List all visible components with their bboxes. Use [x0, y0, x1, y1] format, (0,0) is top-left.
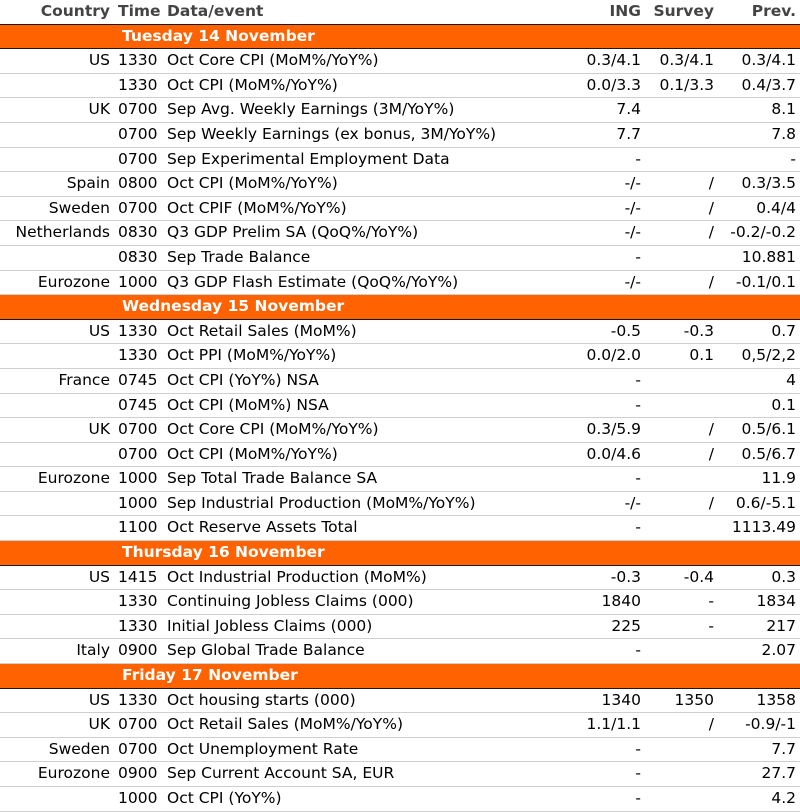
row-prev: 7.8	[718, 122, 800, 147]
row-country: Netherlands	[0, 221, 116, 246]
row-survey	[645, 467, 718, 492]
row-ing: 0.0/4.6	[557, 442, 645, 467]
table-row	[0, 516, 800, 541]
row-survey	[645, 245, 718, 270]
table-row	[0, 344, 800, 369]
row-event: Oct Reserve Assets Total	[165, 516, 557, 541]
table-row	[0, 147, 800, 172]
row-survey	[645, 737, 718, 762]
row-survey	[645, 639, 718, 664]
table-row	[0, 590, 800, 615]
row-country: UK	[0, 713, 116, 738]
row-event: Sep Trade Balance	[165, 245, 557, 270]
row-survey	[645, 147, 718, 172]
row-time: 1100	[116, 516, 165, 541]
row-prev: 1358	[718, 688, 800, 713]
row-time: 0745	[116, 393, 165, 418]
row-country	[0, 245, 116, 270]
row-prev: 8.1	[718, 98, 800, 123]
row-prev: 0.4/3.7	[718, 73, 800, 98]
row-event: Oct CPI (MoM%) NSA	[165, 393, 557, 418]
row-prev: 217	[718, 614, 800, 639]
row-country	[0, 590, 116, 615]
row-prev: 0,5/2,2	[718, 344, 800, 369]
row-prev: 0.4/4	[718, 196, 800, 221]
row-event: Sep Global Trade Balance	[165, 639, 557, 664]
row-time: 0700	[116, 418, 165, 443]
day-header-row	[0, 664, 800, 689]
row-event: Oct CPI (YoY%) NSA	[165, 368, 557, 393]
row-survey: 0.1	[645, 344, 718, 369]
day-header-spacer	[0, 664, 116, 689]
table-row	[0, 442, 800, 467]
row-survey	[645, 368, 718, 393]
row-time: 1330	[116, 614, 165, 639]
row-country: Eurozone	[0, 270, 116, 295]
row-time: 0830	[116, 245, 165, 270]
row-survey: -	[645, 590, 718, 615]
row-country: US	[0, 688, 116, 713]
row-time: 0745	[116, 368, 165, 393]
row-event: Oct Unemployment Rate	[165, 737, 557, 762]
row-event: Oct housing starts (000)	[165, 688, 557, 713]
row-event: Continuing Jobless Claims (000)	[165, 590, 557, 615]
row-country	[0, 122, 116, 147]
calendar-body	[0, 24, 800, 811]
row-survey	[645, 122, 718, 147]
table-row	[0, 245, 800, 270]
row-country	[0, 344, 116, 369]
row-prev: 0.5/6.7	[718, 442, 800, 467]
row-prev: 0.3/3.5	[718, 172, 800, 197]
row-ing: 0.0/3.3	[557, 73, 645, 98]
row-time: 0900	[116, 762, 165, 787]
row-survey: -	[645, 614, 718, 639]
row-prev: 10.881	[718, 245, 800, 270]
row-survey: /	[645, 172, 718, 197]
row-event: Q3 GDP Prelim SA (QoQ%/YoY%)	[165, 221, 557, 246]
row-ing: -/-	[557, 221, 645, 246]
header-ing: ING	[609, 2, 641, 20]
row-ing: -/-	[557, 491, 645, 516]
table-row	[0, 270, 800, 295]
table-row	[0, 787, 800, 812]
row-country	[0, 442, 116, 467]
row-time: 1330	[116, 319, 165, 344]
table-row	[0, 713, 800, 738]
row-ing: -	[557, 737, 645, 762]
row-ing: 1840	[557, 590, 645, 615]
table-row	[0, 762, 800, 787]
row-event: Initial Jobless Claims (000)	[165, 614, 557, 639]
row-time: 1330	[116, 688, 165, 713]
row-survey: /	[645, 713, 718, 738]
table-row	[0, 98, 800, 123]
header-row	[0, 0, 800, 24]
row-survey	[645, 762, 718, 787]
row-time: 1330	[116, 73, 165, 98]
table-row	[0, 491, 800, 516]
day-header-label: Friday 17 November	[116, 664, 800, 689]
row-event: Oct CPI (YoY%)	[165, 787, 557, 812]
row-survey: 1350	[645, 688, 718, 713]
row-time: 0700	[116, 98, 165, 123]
row-country: France	[0, 368, 116, 393]
day-header-label: Wednesday 15 November	[116, 295, 800, 320]
table-row	[0, 122, 800, 147]
row-survey: /	[645, 270, 718, 295]
table-row	[0, 467, 800, 492]
row-prev: 1834	[718, 590, 800, 615]
row-survey: 0.1/3.3	[645, 73, 718, 98]
row-event: Sep Industrial Production (MoM%/YoY%)	[165, 491, 557, 516]
row-country	[0, 516, 116, 541]
row-ing: -/-	[557, 196, 645, 221]
table-row	[0, 319, 800, 344]
table-row	[0, 73, 800, 98]
row-event: Sep Total Trade Balance SA	[165, 467, 557, 492]
row-survey	[645, 98, 718, 123]
day-header-label: Tuesday 14 November	[116, 24, 800, 49]
row-event: Oct CPI (MoM%/YoY%)	[165, 442, 557, 467]
row-prev: 0.3	[718, 565, 800, 590]
header-event: Data/event	[167, 2, 264, 20]
row-time: 0700	[116, 196, 165, 221]
row-ing: -	[557, 516, 645, 541]
row-ing: 7.4	[557, 98, 645, 123]
row-event: Oct Core CPI (MoM%/YoY%)	[165, 49, 557, 74]
row-ing: 1.1/1.1	[557, 713, 645, 738]
row-ing: 0.3/4.1	[557, 49, 645, 74]
row-prev: 0.6/-5.1	[718, 491, 800, 516]
day-header-spacer	[0, 541, 116, 566]
table-row	[0, 418, 800, 443]
row-event: Oct PPI (MoM%/YoY%)	[165, 344, 557, 369]
day-header-label: Thursday 16 November	[116, 541, 800, 566]
table-row	[0, 614, 800, 639]
row-prev: 1113.49	[718, 516, 800, 541]
row-ing: -/-	[557, 270, 645, 295]
row-survey: /	[645, 196, 718, 221]
row-ing: -	[557, 245, 645, 270]
table-row	[0, 368, 800, 393]
row-time: 0700	[116, 442, 165, 467]
row-ing: -	[557, 762, 645, 787]
row-prev: -0.9/-1	[718, 713, 800, 738]
row-prev: 11.9	[718, 467, 800, 492]
row-survey: /	[645, 221, 718, 246]
row-event: Oct Retail Sales (MoM%)	[165, 319, 557, 344]
header-country: Country	[40, 2, 110, 20]
row-event: Oct CPI (MoM%/YoY%)	[165, 172, 557, 197]
day-header-row	[0, 541, 800, 566]
row-ing: 7.7	[557, 122, 645, 147]
row-ing: -	[557, 467, 645, 492]
row-time: 0700	[116, 713, 165, 738]
row-event: Oct Core CPI (MoM%/YoY%)	[165, 418, 557, 443]
row-time: 1000	[116, 467, 165, 492]
row-country	[0, 491, 116, 516]
row-ing: 0.3/5.9	[557, 418, 645, 443]
table-row	[0, 49, 800, 74]
table-row	[0, 221, 800, 246]
row-event: Sep Experimental Employment Data	[165, 147, 557, 172]
table-row	[0, 565, 800, 590]
row-prev: 4.2	[718, 787, 800, 812]
row-country: Eurozone	[0, 762, 116, 787]
row-ing: 1340	[557, 688, 645, 713]
row-prev: 0.7	[718, 319, 800, 344]
row-country	[0, 147, 116, 172]
table-row	[0, 639, 800, 664]
row-survey: /	[645, 442, 718, 467]
row-event: Oct Retail Sales (MoM%/YoY%)	[165, 713, 557, 738]
row-country: UK	[0, 418, 116, 443]
row-time: 1000	[116, 491, 165, 516]
row-ing: -0.3	[557, 565, 645, 590]
row-country: US	[0, 49, 116, 74]
row-country	[0, 73, 116, 98]
row-country	[0, 787, 116, 812]
row-survey	[645, 787, 718, 812]
row-event: Oct Industrial Production (MoM%)	[165, 565, 557, 590]
row-country: US	[0, 565, 116, 590]
row-country	[0, 614, 116, 639]
table-row	[0, 737, 800, 762]
row-country: Sweden	[0, 196, 116, 221]
row-time: 1330	[116, 344, 165, 369]
row-time: 1415	[116, 565, 165, 590]
row-survey	[645, 516, 718, 541]
header-prev: Prev.	[751, 2, 796, 20]
row-time: 1000	[116, 787, 165, 812]
row-ing: -	[557, 393, 645, 418]
row-time: 0830	[116, 221, 165, 246]
row-survey: 0.3/4.1	[645, 49, 718, 74]
row-prev: -0.1/0.1	[718, 270, 800, 295]
row-ing: 0.0/2.0	[557, 344, 645, 369]
day-header-spacer	[0, 24, 116, 49]
row-country: UK	[0, 98, 116, 123]
row-survey: /	[645, 418, 718, 443]
table-row	[0, 393, 800, 418]
row-prev: 7.7	[718, 737, 800, 762]
day-header-spacer	[0, 295, 116, 320]
table-row	[0, 196, 800, 221]
row-event: Oct CPI (MoM%/YoY%)	[165, 73, 557, 98]
row-survey: /	[645, 491, 718, 516]
row-country: Sweden	[0, 737, 116, 762]
row-time: 0700	[116, 737, 165, 762]
row-survey: -0.4	[645, 565, 718, 590]
row-ing: -/-	[557, 172, 645, 197]
row-ing: -0.5	[557, 319, 645, 344]
row-event: Q3 GDP Flash Estimate (QoQ%/YoY%)	[165, 270, 557, 295]
row-prev: 4	[718, 368, 800, 393]
row-event: Oct CPIF (MoM%/YoY%)	[165, 196, 557, 221]
row-prev: 2.07	[718, 639, 800, 664]
row-ing: -	[557, 787, 645, 812]
table-row	[0, 688, 800, 713]
table-row	[0, 172, 800, 197]
row-time: 0800	[116, 172, 165, 197]
row-country: Spain	[0, 172, 116, 197]
header-time: Time	[118, 2, 161, 20]
day-header-row	[0, 24, 800, 49]
row-country: Eurozone	[0, 467, 116, 492]
row-event: Sep Current Account SA, EUR	[165, 762, 557, 787]
row-country	[0, 393, 116, 418]
row-ing: -	[557, 147, 645, 172]
row-survey	[645, 393, 718, 418]
row-prev: 0.5/6.1	[718, 418, 800, 443]
row-time: 1330	[116, 49, 165, 74]
row-time: 0700	[116, 147, 165, 172]
row-ing: -	[557, 368, 645, 393]
row-country: Italy	[0, 639, 116, 664]
row-prev: 27.7	[718, 762, 800, 787]
row-time: 1000	[116, 270, 165, 295]
row-prev: -0.2/-0.2	[718, 221, 800, 246]
row-event: Sep Weekly Earnings (ex bonus, 3M/YoY%)	[165, 122, 557, 147]
day-header-row	[0, 295, 800, 320]
row-survey: -0.3	[645, 319, 718, 344]
row-prev: 0.3/4.1	[718, 49, 800, 74]
row-event: Sep Avg. Weekly Earnings (3M/YoY%)	[165, 98, 557, 123]
header-survey: Survey	[653, 2, 714, 20]
row-time: 0900	[116, 639, 165, 664]
row-ing: 225	[557, 614, 645, 639]
row-prev: -	[718, 147, 800, 172]
row-time: 0700	[116, 122, 165, 147]
row-ing: -	[557, 639, 645, 664]
row-time: 1330	[116, 590, 165, 615]
row-prev: 0.1	[718, 393, 800, 418]
row-country: US	[0, 319, 116, 344]
